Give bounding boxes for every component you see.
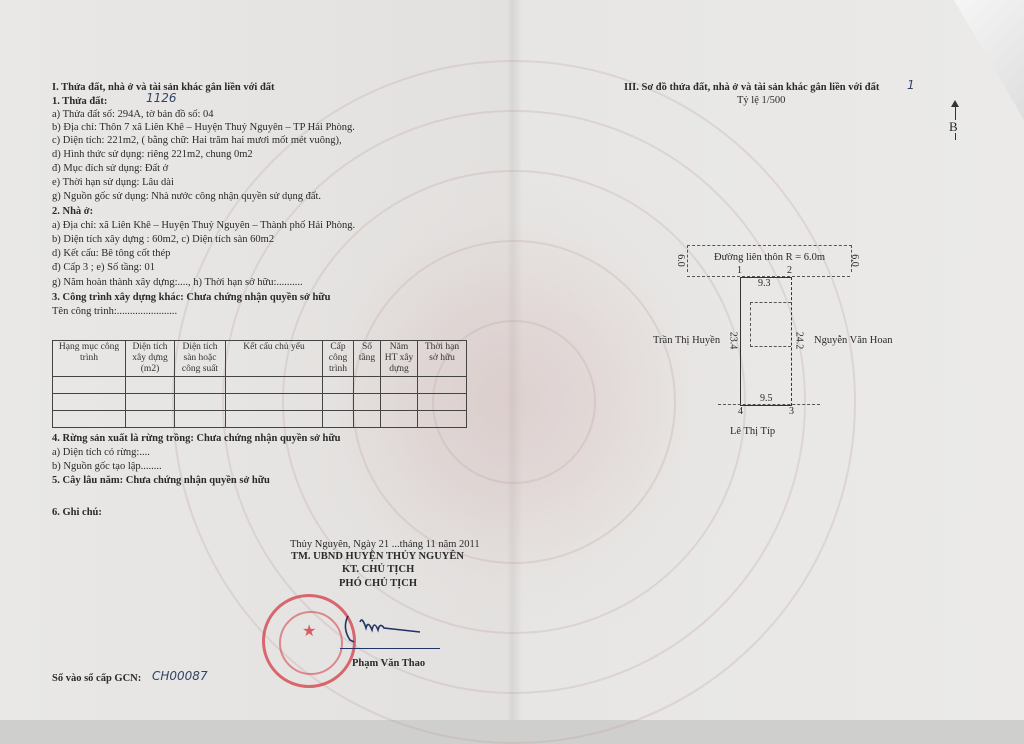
forest-a: a) Diện tích có rừng:.... (52, 447, 150, 458)
signature-title: PHÓ CHỦ TỊCH (339, 578, 417, 589)
section-title-left: I. Thửa đất, nhà ở và tài sản khác gắn liền với đất (52, 82, 275, 93)
north-label: B (949, 119, 958, 134)
edge-right: 24.2 (793, 331, 805, 350)
edge-top: 9.3 (758, 278, 771, 289)
land-a: a) Thửa đất số: 294A, tờ bản đồ số: 04 (52, 109, 214, 120)
works-name-label: Tên công trình:....................... (52, 306, 178, 317)
table-row (53, 377, 467, 394)
house-a: a) Địa chỉ: xã Liên Khê – Huyện Thuỷ Nguyên – Thành phố Hải Phòng. (52, 220, 356, 231)
signature-kt: KT. CHỦ TỊCH (342, 564, 415, 575)
house-dd: đ) Cấp 3 ; e) Số tầng: 01 (52, 262, 155, 273)
notes-heading: 6. Ghi chú: (52, 507, 102, 518)
signer-name: Phạm Văn Thao (352, 658, 426, 669)
signature-mark (340, 608, 440, 649)
col-header: Năm HT xây dựng (381, 341, 418, 377)
table-header-row (53, 341, 467, 377)
signature-date: Thủy Nguyên, Ngày 21 ...tháng 11 năm 2011 (290, 539, 480, 550)
col-header: Diện tích sàn hoặc công suất (175, 341, 226, 377)
land-c: c) Diện tích: 221m2, ( bằng chữ: Hai trăm hai mươi mốt mét vuông), (52, 135, 342, 146)
neighbor-east: Nguyễn Văn Hoan (814, 335, 893, 346)
folded-corner (954, 0, 1024, 120)
land-e: e) Thời hạn sử dụng: Lâu dài (52, 177, 174, 188)
neighbor-south: Lê Thị Típ (730, 426, 776, 437)
road-width-left: 6.0 (674, 254, 686, 267)
land-g: g) Nguồn gốc sử dụng: Nhà nước công nhận quyền sử dụng đất. (52, 191, 322, 202)
land-dd: đ) Mục đích sử dụng: Đất ở (52, 163, 169, 174)
col-header: Hạng mục công trình (53, 341, 126, 377)
table-row (53, 411, 467, 428)
signature-icon (340, 608, 440, 648)
edge-bottom: 9.5 (760, 393, 773, 404)
land-heading: 1. Thửa đất: (52, 96, 108, 107)
seal-star-icon: ★ (302, 623, 317, 640)
house-b: b) Diện tích xây dựng : 60m2, c) Diện tích sàn 60m2 (52, 234, 275, 245)
col-header: Số tầng (354, 341, 381, 377)
point-2: 2 (787, 265, 792, 276)
house-heading: 2. Nhà ở: (52, 206, 94, 217)
signature-org: TM. UBND HUYỆN THỦY NGUYÊN (291, 551, 464, 562)
point-3: 3 (789, 406, 794, 417)
house-d: d) Kết cấu: Bê tông cốt thép (52, 248, 171, 259)
registry-value: CH00087 (152, 669, 208, 683)
scale-label: Tỷ lệ 1/500 (737, 95, 786, 106)
forest-b: b) Nguồn gốc tạo lập........ (52, 461, 162, 472)
handwritten-mark: 1 (907, 78, 915, 92)
col-header: Cấp công trình (323, 341, 354, 377)
registry-label: Số vào sổ cấp GCN: (52, 673, 142, 684)
section-title-right: III. Sơ đồ thửa đất, nhà ở và tài sản khác gắn liền với đất (624, 82, 880, 93)
house-g: g) Năm hoàn thành xây dựng:...., h) Thời hạn sở hữu:.......... (52, 277, 303, 288)
works-table (52, 340, 467, 428)
point-4: 4 (738, 406, 743, 417)
land-b: b) Địa chỉ: Thôn 7 xã Liên Khê – Huyện Thuỷ Nguyên – TP Hải Phòng. (52, 122, 355, 133)
handwritten-note: 1126 (146, 91, 177, 105)
col-header: Kết cấu chủ yếu (226, 341, 323, 377)
forest-heading: 4. Rừng sản xuất là rừng trồng: Chưa chứng nhận quyền sở hữu (52, 433, 341, 444)
point-1: 1 (737, 265, 742, 276)
house-footprint (750, 302, 791, 347)
road-label: Đường liên thôn R = 6.0m (714, 252, 826, 263)
north-arrowhead-icon (951, 100, 959, 107)
other-works-heading: 3. Công trình xây dựng khác: Chưa chứng nhận quyền sở hữu (52, 292, 331, 303)
neighbor-west: Trần Thị Huyền (653, 335, 721, 346)
col-header: Thời hạn sở hữu (418, 341, 467, 377)
table-row (53, 394, 467, 411)
edge-left: 23.4 (727, 331, 739, 350)
land-d: d) Hình thức sử dụng: riêng 221m2, chung 0m2 (52, 149, 253, 160)
perennial-heading: 5. Cây lâu năm: Chưa chứng nhận quyền sở hữu (52, 475, 270, 486)
col-header: Diện tích xây dựng (m2) (126, 341, 175, 377)
south-boundary-line (718, 404, 820, 405)
road-width-right: 6.0 (848, 254, 860, 267)
